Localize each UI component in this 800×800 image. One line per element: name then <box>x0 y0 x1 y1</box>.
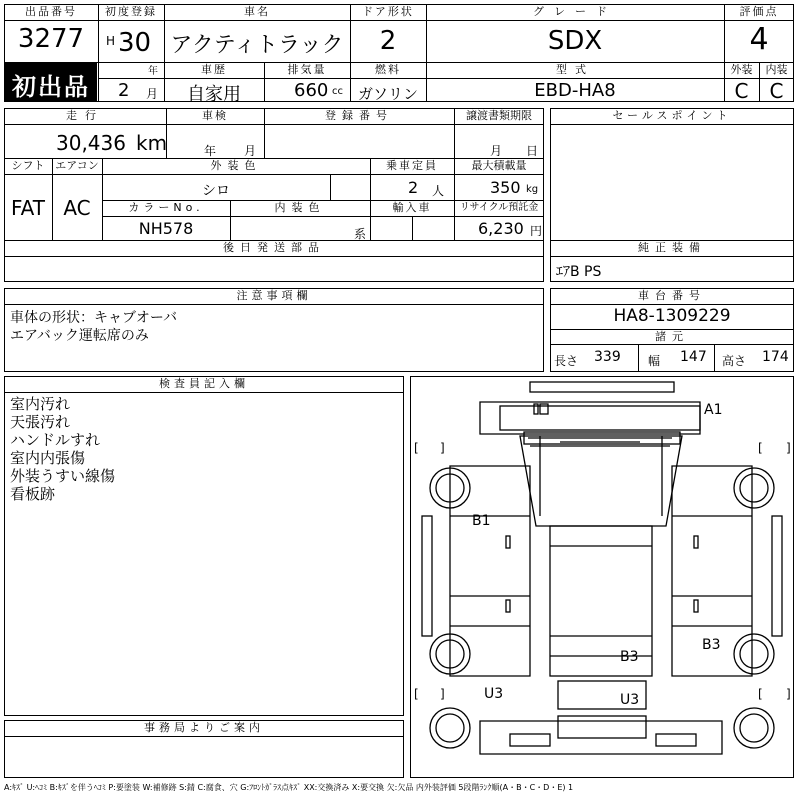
grade-label: グレード <box>533 5 617 18</box>
recycle-unit: 円 <box>530 224 543 238</box>
length-value: 339 <box>594 349 621 365</box>
damage-mark-u3-bed: U3 <box>620 692 640 708</box>
svg-text:[: [ <box>758 441 763 455</box>
length-label: 長さ <box>554 354 579 368</box>
caution-notes: 車体の形状：キャブオーバ エアバック運転席のみ <box>10 310 178 344</box>
width-value: 147 <box>680 349 707 365</box>
svg-text:[: [ <box>414 687 419 701</box>
displacement-unit: cc <box>332 86 343 97</box>
legend-text: A:ｷｽﾞ U:ﾍｺﾐ B:ｷｽﾞを伴うﾍｺﾐ P:要塗装 W:補修跡 S:錆 C:腐食、穴 G:ﾌﾛﾝﾄｶﾞﾗｽ点ｷｽﾞ XX:交換済み X:要交換 欠:欠品 内外装評価 5段階ﾗﾝｸ順(A・B・C・D・E) 1 <box>4 783 574 792</box>
exterior-grade: C <box>734 79 749 103</box>
height-label: 高さ <box>722 354 747 368</box>
history: 自家用 <box>187 84 241 105</box>
chassis-label: 車台番号 <box>638 289 706 302</box>
import-label: 輸入車 <box>392 201 432 214</box>
equipment-label: 純正装備 <box>638 241 706 254</box>
car-name: アクティトラック <box>170 33 344 58</box>
grade: SDX <box>547 26 603 56</box>
caution-label: 注意事項欄 <box>236 289 312 302</box>
capacity-label: 乗車定員 <box>386 159 438 172</box>
inspection-label: 車検 <box>202 109 228 122</box>
office-label: 事務局よりご案内 <box>144 721 264 734</box>
car-name-label: 車名 <box>244 5 270 18</box>
inspector-label: 検査員記入欄 <box>159 377 249 390</box>
inspection-month-unit: 月 <box>244 144 257 158</box>
svg-text:]: ] <box>786 687 791 701</box>
displacement: 660 <box>294 80 329 101</box>
displacement-label: 排気量 <box>287 63 327 76</box>
ext-color-label: 外装色 <box>210 159 262 172</box>
transfer-label: 譲渡書類期限 <box>466 109 532 122</box>
recycle: 6,230 <box>478 219 524 238</box>
int-color-unit: 系 <box>354 227 367 241</box>
reg-month: 2 <box>118 80 130 101</box>
interior-grade: C <box>769 79 784 103</box>
model-code: EBD-HA8 <box>534 80 616 101</box>
inspection-year-unit: 年 <box>204 144 217 158</box>
mileage-unit: km <box>136 131 168 155</box>
max-load-label: 最大積載量 <box>471 159 527 172</box>
era: H <box>106 34 116 48</box>
color-no: NH578 <box>138 219 194 238</box>
int-color-label: 内装色 <box>274 201 326 214</box>
shift: FAT <box>10 196 45 220</box>
max-load-unit: kg <box>526 184 539 195</box>
height-value: 174 <box>762 349 789 365</box>
max-load: 350 <box>490 178 521 197</box>
later-parts-label: 後日発送部品 <box>223 241 325 254</box>
damage-mark-u3-left: U3 <box>484 686 504 702</box>
capacity: 2 <box>408 178 419 197</box>
score: 4 <box>749 22 769 57</box>
damage-mark-a1: A1 <box>704 402 723 418</box>
mileage-label: 走行 <box>66 109 104 122</box>
transfer-month-unit: 月 <box>490 144 503 158</box>
exterior-label: 外装 <box>730 63 753 76</box>
damage-mark-b1: B1 <box>472 513 491 529</box>
lot-no: 3277 <box>17 24 85 54</box>
ext-color: シロ <box>202 183 230 199</box>
score-label: 評価点 <box>739 5 779 18</box>
interior-label: 内装 <box>765 63 788 76</box>
ac: AC <box>63 196 91 220</box>
recycle-label: リサイクル預託金 <box>459 202 539 213</box>
door-label: ドア形状 <box>362 5 414 18</box>
model-code-label: 型式 <box>556 63 594 76</box>
inspector-notes: 室内汚れ 天張汚れ ハンドルすれ 室内内張傷 外装うすい線傷 看板跡 <box>10 395 116 503</box>
svg-text:]: ] <box>440 687 445 701</box>
ac-label: エアコン <box>55 159 99 172</box>
history-label: 車歴 <box>201 63 227 76</box>
shift-label: シフト <box>11 159 45 172</box>
fuel: ガソリン <box>357 85 418 103</box>
lot-no-label: 出品番号 <box>25 5 77 18</box>
width-label: 幅 <box>648 354 661 368</box>
vehicle-damage-diagram <box>410 376 794 778</box>
dims-label: 諸元 <box>655 330 689 343</box>
svg-text:[: [ <box>758 687 763 701</box>
svg-text:[: [ <box>414 441 419 455</box>
fuel-label: 燃料 <box>375 63 401 76</box>
sales-point-label: セールスポイント <box>612 109 732 122</box>
damage-mark-b3-right: B3 <box>702 637 721 653</box>
damage-mark-b3-bed: B3 <box>620 649 639 665</box>
mileage: 30,436 <box>56 131 126 155</box>
reg-year-unit: 年 <box>148 66 158 77</box>
reg-year: 30 <box>118 28 152 58</box>
reg-no-label: 登録番号 <box>325 109 393 122</box>
chassis-number: HA8-1309229 <box>613 306 731 326</box>
color-no-label: カラーNo. <box>128 201 204 214</box>
first-reg-label: 初度登録 <box>105 5 157 18</box>
svg-text:]: ] <box>440 441 445 455</box>
doors: 2 <box>379 26 397 56</box>
reg-month-unit: 月 <box>146 87 159 101</box>
equipment-value: ｴｱB PS <box>556 264 602 280</box>
capacity-unit: 人 <box>432 184 445 198</box>
transfer-day-unit: 日 <box>526 144 539 158</box>
first-listing-text: 初出品 <box>12 73 90 101</box>
svg-text:]: ] <box>786 441 791 455</box>
